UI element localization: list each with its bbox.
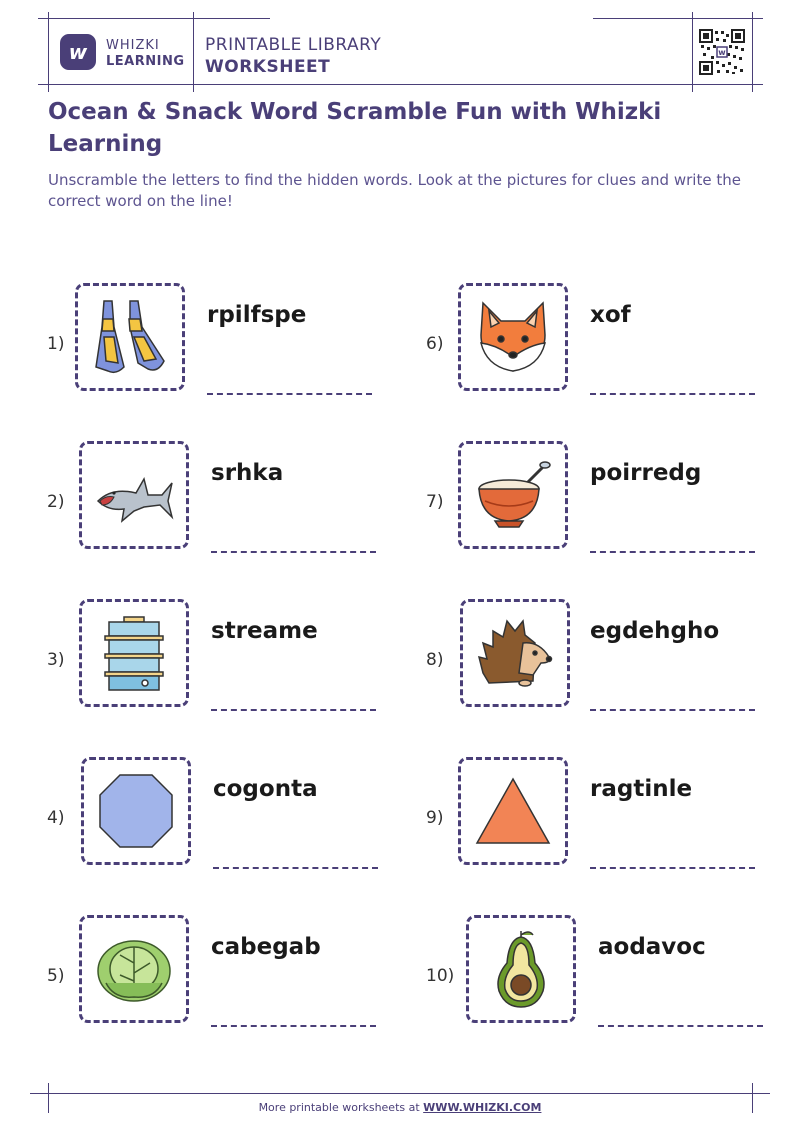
answer-line[interactable] — [598, 1025, 763, 1027]
picture-box — [466, 915, 576, 1023]
scrambled-word: cabegab — [211, 934, 321, 960]
scrambled-word: xof — [590, 302, 631, 328]
item-number: 8) — [426, 650, 444, 670]
brand-subname: LEARNING — [106, 54, 185, 69]
item-number: 6) — [426, 334, 444, 354]
scrambled-word: streame — [211, 618, 318, 644]
item-number: 1) — [47, 334, 65, 354]
scrambled-word: poirredg — [590, 460, 702, 486]
instructions: Unscramble the letters to find the hidden words. Look at the pictures for clues and write the correct word on the line! — [48, 171, 741, 210]
porridge-icon — [473, 457, 553, 533]
item-number: 7) — [426, 492, 444, 512]
answer-line[interactable] — [590, 709, 755, 711]
header-top-line-left — [38, 18, 270, 19]
answer-line[interactable] — [590, 551, 755, 553]
item-number: 10) — [426, 966, 455, 986]
answer-line[interactable] — [590, 867, 755, 869]
worksheet-label: WORKSHEET — [205, 57, 331, 77]
scrambled-word: srhka — [211, 460, 284, 486]
shark-icon — [92, 465, 176, 525]
header-bottom-line — [38, 84, 763, 85]
footer-top-line — [30, 1093, 770, 1094]
scrambled-word: cogonta — [213, 776, 318, 802]
picture-box — [458, 441, 568, 549]
answer-line[interactable] — [213, 867, 378, 869]
picture-box — [458, 283, 568, 391]
page-title: Ocean & Snack Word Scramble Fun with Whizki Learning — [48, 99, 662, 157]
library-label: PRINTABLE LIBRARY — [205, 35, 382, 55]
fox-icon — [473, 299, 553, 375]
picture-box — [81, 757, 191, 865]
scrambled-word: egdehgho — [590, 618, 720, 644]
item-number: 5) — [47, 966, 65, 986]
answer-line[interactable] — [211, 551, 376, 553]
picture-box — [79, 915, 189, 1023]
qr-code-icon — [699, 29, 745, 75]
flippers-icon — [90, 297, 170, 377]
footer-link[interactable]: WWW.WHIZKI.COM — [423, 1101, 542, 1114]
answer-line[interactable] — [207, 393, 372, 395]
hedgehog-icon — [475, 613, 555, 693]
item-number: 2) — [47, 492, 65, 512]
item-number: 9) — [426, 808, 444, 828]
item-number: 4) — [47, 808, 65, 828]
item-number: 3) — [47, 650, 65, 670]
picture-box — [458, 757, 568, 865]
header-divider-right — [692, 12, 693, 92]
header-divider-left — [48, 12, 49, 92]
header-divider-mid — [193, 12, 194, 92]
cabbage-icon — [94, 933, 174, 1005]
triangle-icon — [473, 775, 553, 847]
octagon-icon — [96, 771, 176, 851]
picture-box — [460, 599, 570, 707]
scrambled-word: ragtinle — [590, 776, 693, 802]
footer-label: More printable worksheets at — [258, 1101, 424, 1114]
brand-name: WHIZKI — [106, 38, 160, 53]
scrambled-word: aodavoc — [598, 934, 706, 960]
picture-box — [79, 599, 189, 707]
answer-line[interactable] — [211, 1025, 376, 1027]
whizki-logo-icon: w — [60, 34, 96, 70]
svg-text:w: w — [718, 48, 726, 57]
steamer-icon — [99, 613, 169, 693]
avocado-icon — [491, 929, 551, 1009]
scrambled-word: rpilfspe — [207, 302, 307, 328]
answer-line[interactable] — [590, 393, 755, 395]
picture-box — [79, 441, 189, 549]
answer-line[interactable] — [211, 709, 376, 711]
header-divider-far-right — [752, 12, 753, 92]
footer-text — [0, 1101, 800, 1114]
header-top-line-right — [593, 18, 763, 19]
picture-box — [75, 283, 185, 391]
